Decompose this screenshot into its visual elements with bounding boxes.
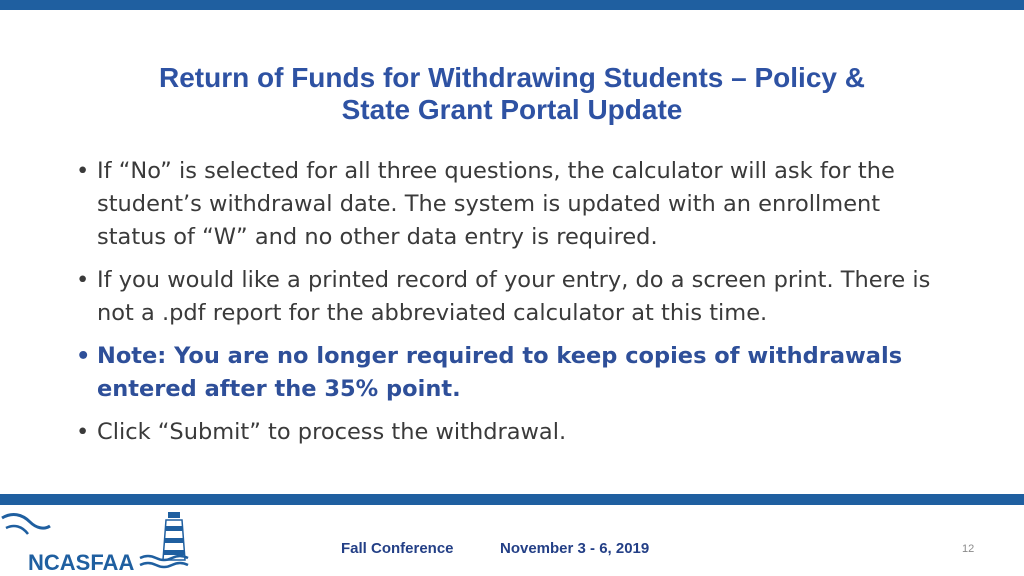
bullet-item-note bbox=[76, 340, 936, 406]
footer-dates: November 3 - 6, 2019 bbox=[500, 540, 650, 557]
bullet-item bbox=[76, 416, 936, 449]
bullet-item bbox=[76, 155, 936, 254]
page-number: 12 bbox=[962, 543, 975, 555]
bullet-dot: • bbox=[76, 267, 90, 293]
bullet-item bbox=[76, 264, 936, 330]
ncasfaa-logo bbox=[0, 508, 200, 576]
bullet-dot: • bbox=[76, 158, 90, 184]
bullet-list bbox=[76, 155, 936, 459]
bullet-dot: • bbox=[76, 343, 91, 369]
wave-icon bbox=[140, 563, 188, 567]
logo-wordmark: NCASFAA bbox=[28, 550, 135, 575]
bullet-text: If you would like a printed record of your entry, do a screen print. There is not a .pdf report for the abbreviated calculator at this time. bbox=[97, 267, 931, 326]
bottom-accent-bar bbox=[0, 494, 1024, 505]
top-accent-bar bbox=[0, 0, 1024, 10]
slide-title bbox=[60, 62, 964, 126]
bullet-dot: • bbox=[76, 419, 90, 445]
bullet-text: Note: You are no longer required to keep copies of withdrawals entered after the 35% point. bbox=[97, 343, 903, 402]
footer-conference: Fall Conference bbox=[341, 540, 454, 557]
title-line-1: Return of Funds for Withdrawing Students – Policy & bbox=[159, 62, 865, 93]
bullet-text: If “No” is selected for all three questions, the calculator will ask for the student’s withdrawal date. The system is updated with an enrollment status of “W” and no other data entry is required. bbox=[97, 158, 895, 250]
bullet-text: Click “Submit” to process the withdrawal. bbox=[97, 419, 567, 445]
bird-wing-icon bbox=[6, 526, 28, 534]
title-line-2: State Grant Portal Update bbox=[341, 94, 683, 125]
lighthouse-icon bbox=[163, 512, 185, 560]
